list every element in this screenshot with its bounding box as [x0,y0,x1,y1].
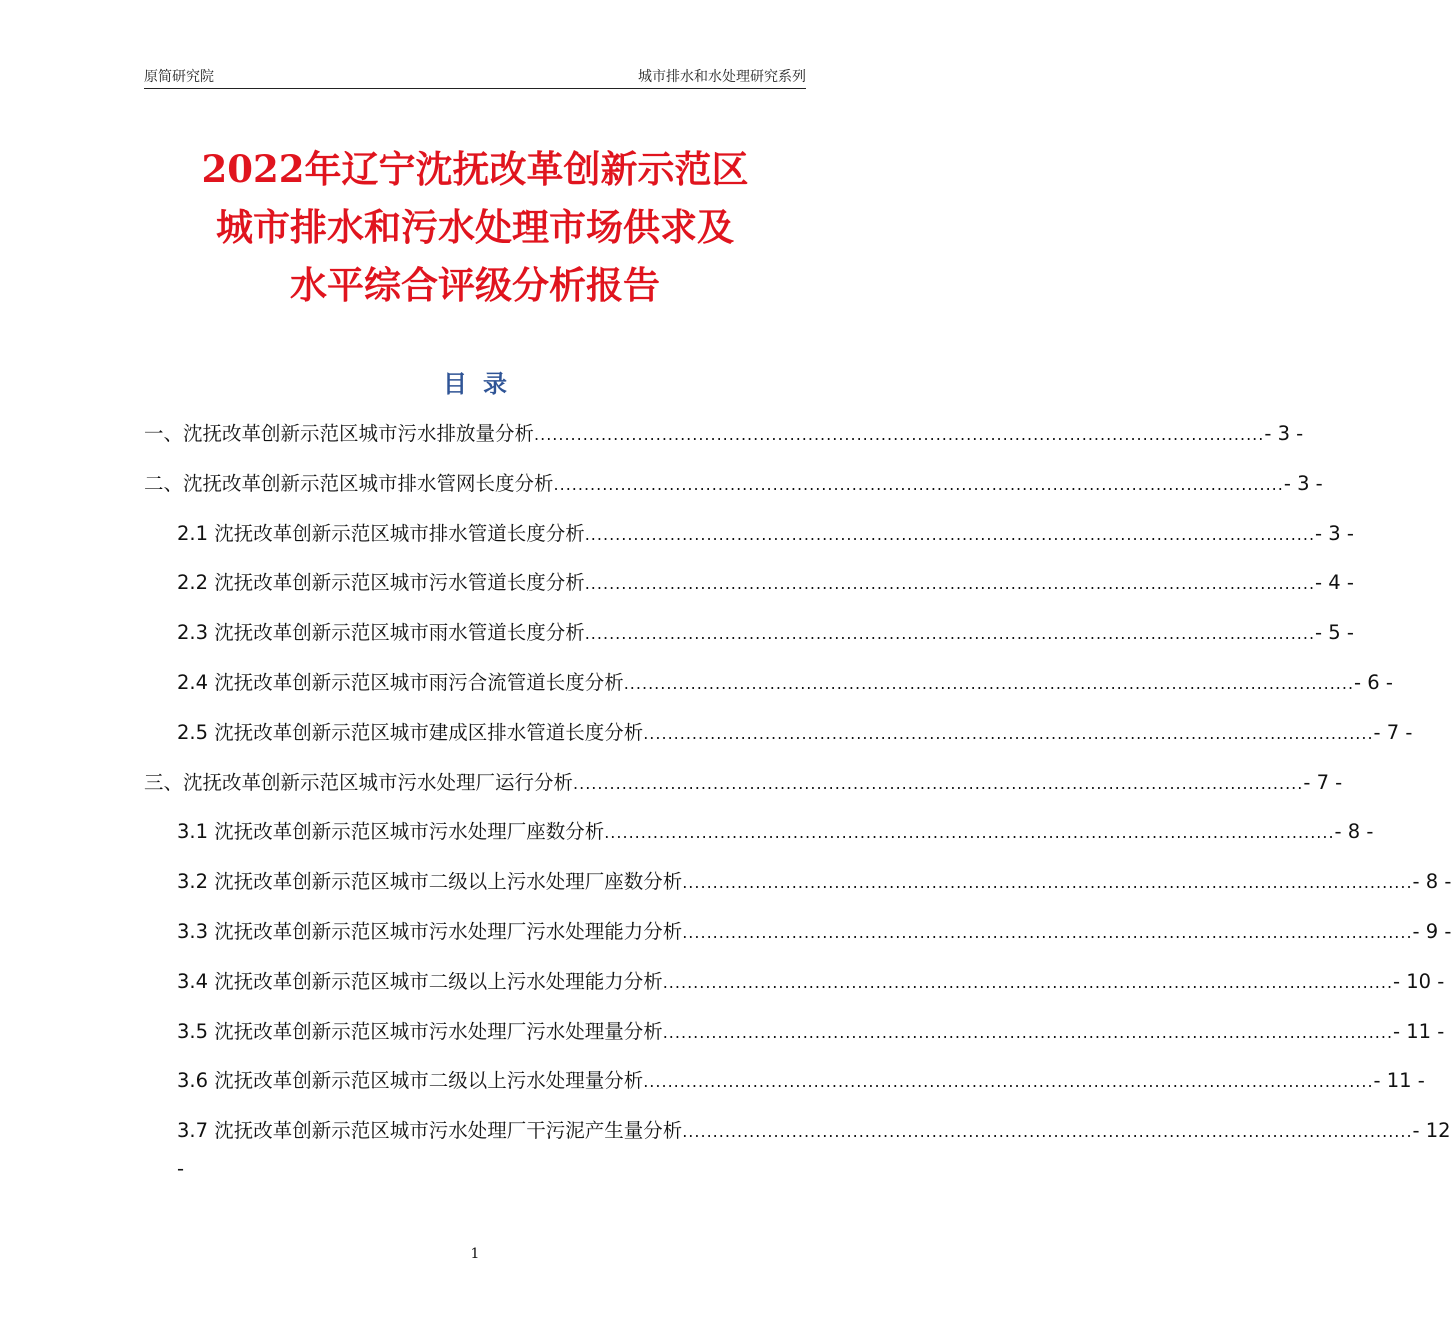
toc-entry[interactable] [144,964,1445,1014]
toc-entry-page: - 8 - [1412,870,1451,894]
toc-entry-page: - 6 - [1354,670,1393,694]
toc-entry-text: 2.2 沈抚改革创新示范区城市污水管道长度分析 [177,571,585,595]
toc-entry-page: - 7 - [1373,720,1413,744]
toc-entry-text: 3.5 沈抚改革创新示范区城市污水处理厂污水处理量分析 [177,1019,663,1043]
toc-entry-page: - 3 - [1315,521,1354,545]
toc-entry-text: 2.4 沈抚改革创新示范区城市雨污合流管道长度分析 [177,670,624,694]
toc-leader-dots: ........................................................................................................................ [584,624,1316,644]
toc-entry-page: - 5 - [1315,621,1354,645]
toc-entry[interactable] [144,615,1354,665]
toc-entry[interactable] [144,416,1304,466]
toc-entry[interactable] [144,665,1393,715]
toc-entry[interactable] [144,864,1451,914]
toc-leader-dots: ........................................................................................................................ [584,574,1316,594]
toc-entry-page: - 3 - [1264,422,1304,445]
toc-heading: 目录 [443,370,523,398]
toc-entry-text: 3.2 沈抚改革创新示范区城市二级以上污水处理厂座数分析 [177,870,683,894]
toc-entry-page: - 11 - [1393,1019,1445,1043]
toc-leader-dots: ........................................................................................................................ [682,873,1413,893]
toc-entry[interactable] [144,914,1451,964]
title-line-1: 2022年辽宁沈抚改革创新示范区 [201,147,749,191]
toc-leader-dots: ........................................................................................................................ [643,723,1374,743]
toc-entry-page: - 4 - [1315,571,1354,595]
toc-leader-dots: ........................................................................................................................ [584,524,1316,544]
toc-entry-page: - 10 - [1393,969,1445,993]
page-header [144,66,806,89]
toc-entry[interactable] [144,565,1354,615]
toc-leader-dots: ........................................................................................................................ [573,773,1304,793]
toc-entry-text: 3.7 沈抚改革创新示范区城市污水处理厂干污泥产生量分析 [177,1119,683,1143]
toc-entry-text: 二、沈抚改革创新示范区城市排水管网长度分析 [144,471,554,495]
toc-entry-text: 2.3 沈抚改革创新示范区城市雨水管道长度分析 [177,621,585,645]
header-publisher: 原简研究院 [144,69,214,85]
toc-leader-dots: ........................................................................................................................ [662,1022,1394,1042]
toc-entry[interactable] [144,1063,1425,1113]
page-number: 1 [470,1246,480,1262]
toc-leader-dots: ........................................................................................................................ [534,425,1265,444]
toc-entry[interactable] [144,1113,1451,1181]
toc-leader-dots: ........................................................................................................................ [623,673,1355,693]
toc-entry-text: 2.1 沈抚改革创新示范区城市排水管道长度分析 [177,521,585,545]
toc-entry-page: - 12 [1412,1119,1451,1143]
toc-entry[interactable] [144,765,1343,815]
title-line-2: 城市排水和污水处理市场供求及 [216,205,734,249]
header-series: 城市排水和水处理研究系列 [638,69,806,85]
toc-leader-dots: ........................................................................................................................ [682,922,1413,942]
toc-page-continuation: - [177,1157,185,1181]
toc-entry[interactable] [144,715,1413,765]
toc-entry-text: 一、沈抚改革创新示范区城市污水排放量分析 [144,422,535,445]
toc-entry-page: - 11 - [1373,1069,1425,1093]
toc-entry[interactable] [144,466,1323,516]
toc-entry-text: 三、沈抚改革创新示范区城市污水处理厂运行分析 [144,770,574,794]
toc-entry-text: 2.5 沈抚改革创新示范区城市建成区排水管道长度分析 [177,720,644,744]
toc-entry-text: 3.3 沈抚改革创新示范区城市污水处理厂污水处理能力分析 [177,919,683,943]
toc-entry[interactable] [144,814,1374,864]
toc-leader-dots: ........................................................................................................................ [682,1122,1413,1142]
toc-entry-text: 3.4 沈抚改革创新示范区城市二级以上污水处理能力分析 [177,969,663,993]
toc-leader-dots: ........................................................................................................................ [604,823,1335,843]
toc-entry-text: 3.1 沈抚改革创新示范区城市污水处理厂座数分析 [177,820,605,844]
toc-entry-page: - 3 - [1283,471,1323,495]
toc-entry-text: 3.6 沈抚改革创新示范区城市二级以上污水处理量分析 [177,1069,644,1093]
toc-entry-page: - 9 - [1412,919,1451,943]
toc-entry[interactable] [144,1014,1445,1064]
toc-entry[interactable] [144,516,1354,566]
toc-leader-dots: ........................................................................................................................ [553,474,1284,494]
report-title [100,140,850,314]
title-line-3: 水平综合评级分析报告 [290,263,660,307]
toc-leader-dots: ........................................................................................................................ [643,1072,1374,1092]
toc-leader-dots: ........................................................................................................................ [662,972,1394,992]
table-of-contents [144,416,1451,1181]
toc-entry-page: - 7 - [1303,770,1343,794]
toc-entry-page: - 8 - [1334,820,1374,844]
